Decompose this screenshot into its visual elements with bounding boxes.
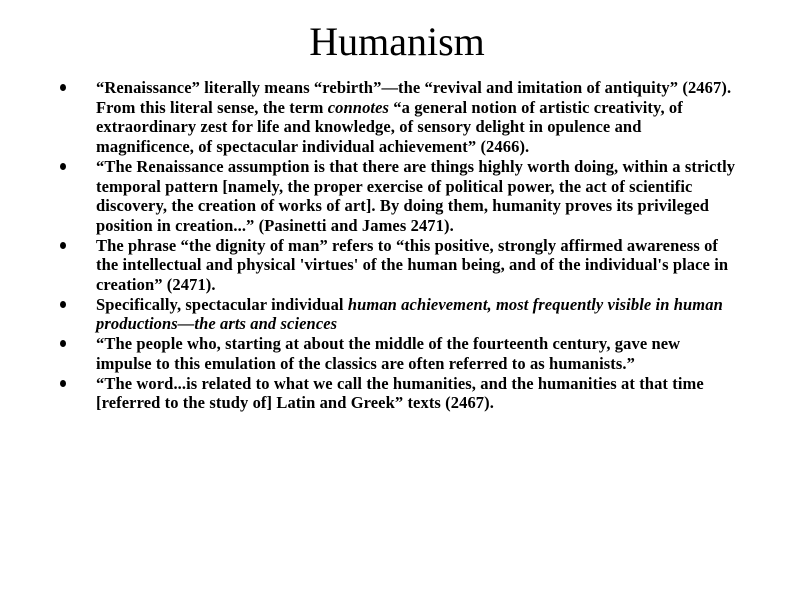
bullet-dot-icon (60, 242, 66, 249)
bullet-list (60, 78, 740, 413)
bullet-dot-icon (60, 163, 66, 170)
slide-title: Humanism (309, 19, 485, 64)
bullet-text: “The Renaissance assumption is that there are things highly worth doing, within a strictly temporal pattern [namely, the proper exercise of political power, the act of scientific discovery, the creation of works of art]. By doing them, humanity proves its privileged position in creation...” (Pasinetti and James 2471). (96, 156, 736, 235)
bullet-item (60, 236, 740, 295)
bullet-item (60, 157, 740, 236)
bullet-item (60, 295, 740, 334)
bullet-text: “The word...is related to what we call the humanities, and the humanities at that time [referred to the study of] Latin and Greek” texts (2467). (96, 373, 704, 413)
bullet-dot-icon (60, 301, 66, 308)
bullet-dot-icon (60, 380, 66, 387)
bullet-item (60, 78, 740, 157)
bullet-item (60, 334, 740, 373)
bullet-text: “a general notion of artistic creativity, of extraordinary zest for life and knowledge, of sensory delight in opulence and magnificence, of spectacular individual achievement” (2466). (96, 97, 683, 157)
bullet-text: “Renaissance” literally means “rebirth”—the “revival and imitation of antiquity” (2467). From this literal sense, the term (96, 78, 732, 117)
bullet-text: “The people who, starting at about the middle of the fourteenth century, gave new impulse to this emulation of the classics are often referred to as humanists.” (96, 334, 681, 373)
bullet-dot-icon (60, 84, 66, 91)
bullet-text: Specifically, spectacular individual (96, 294, 348, 314)
bullet-dot-icon (60, 340, 66, 347)
bullet-text-italic: connotes (327, 97, 390, 117)
bullet-text: The phrase “the dignity of man” refers to “this positive, strongly affirmed awareness of the intellectual and physical 'virtues' of the human being, and of the individual's place in creation” (2471). (96, 235, 729, 295)
bullet-item (60, 374, 740, 413)
bullet-text-italic: human achievement, most frequently visible in human productions—the arts and sciences (96, 294, 723, 334)
